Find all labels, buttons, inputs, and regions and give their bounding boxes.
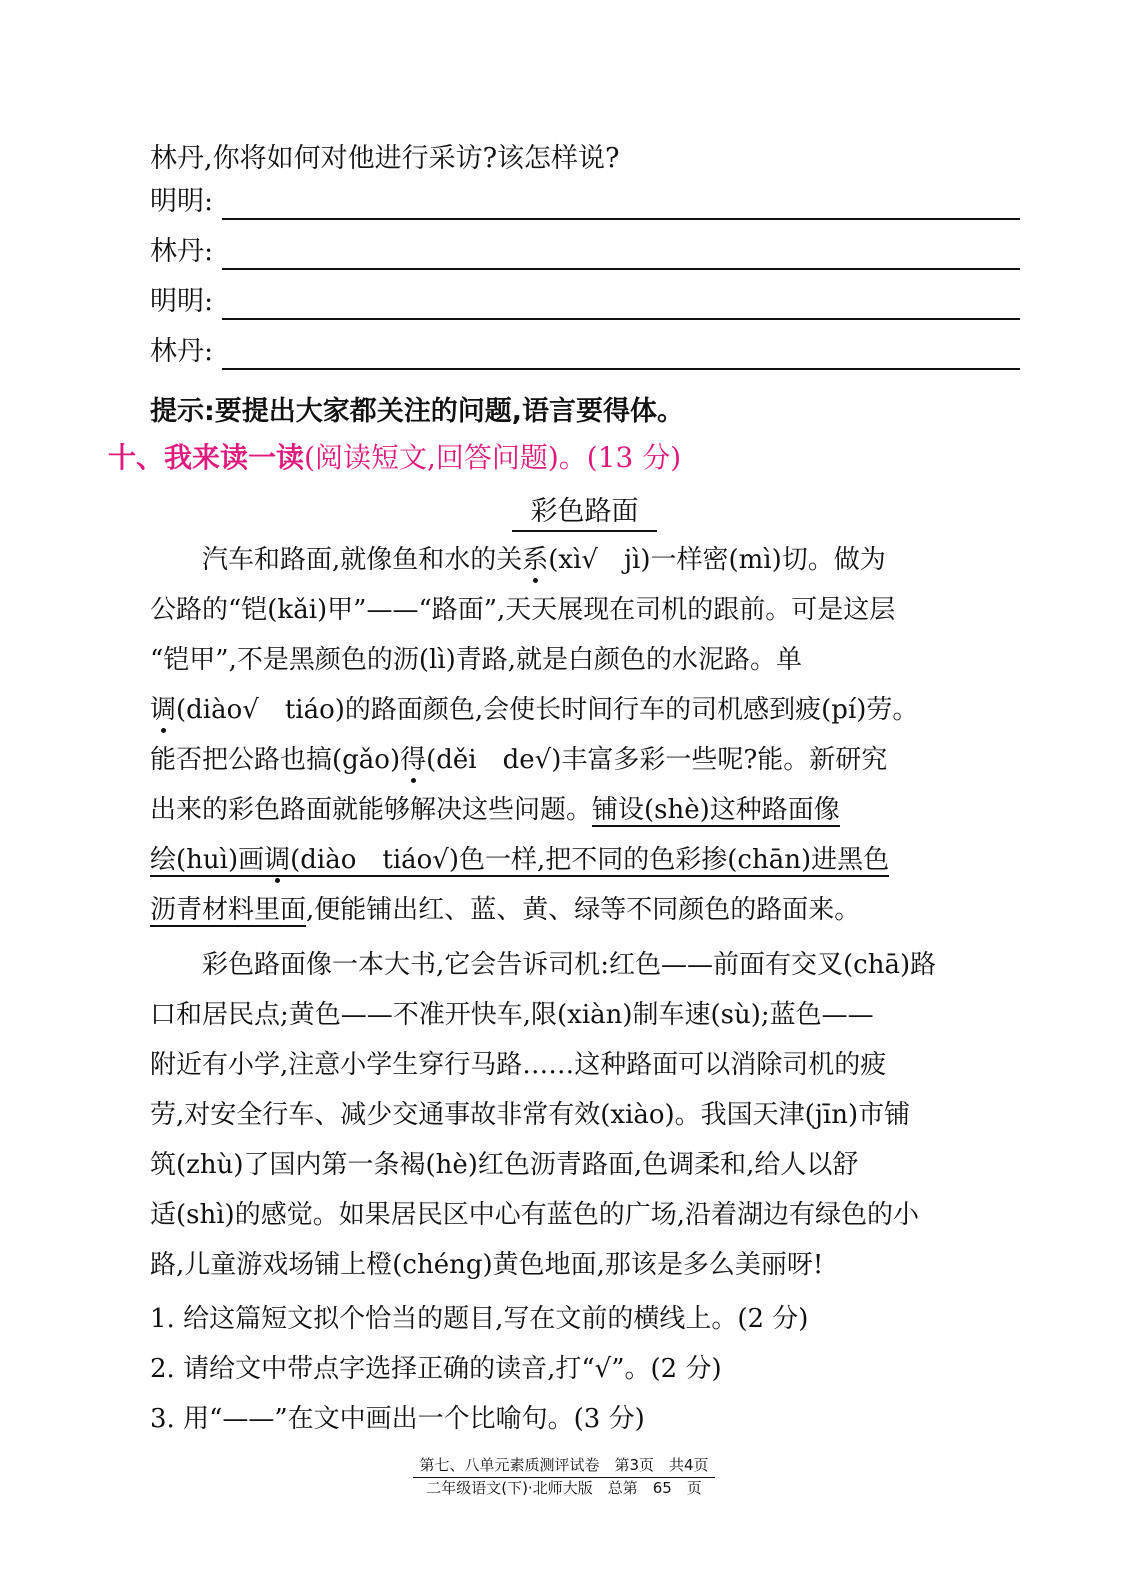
answer-line-2[interactable] xyxy=(150,230,1020,270)
passage-line xyxy=(150,789,1020,826)
answer-line-1[interactable] xyxy=(150,180,1020,220)
passage-line xyxy=(150,689,1020,726)
dotted-char: 调 xyxy=(264,845,291,875)
passage-line: 路,儿童游戏场铺上橙(chéng)黄色地面,那该是多么美丽呀! xyxy=(150,1250,824,1280)
speaker-label: 林丹: xyxy=(150,236,214,267)
answer-rule xyxy=(222,368,1020,370)
passage-text: (děi de√)丰富多彩一些呢?能。新研究 xyxy=(426,745,888,775)
question-1: 1. 给这篇短文拟个恰当的题目,写在文前的横线上。(2 分) xyxy=(150,1304,809,1334)
footer-line-2: 二年级语文(下)·北师大版 总第 65 页 xyxy=(426,1479,702,1497)
speaker-label: 林丹: xyxy=(150,336,214,367)
passage-text: 出来的彩色路面就能够解决这些问题。 xyxy=(150,795,593,825)
passage-line: “铠甲”,不是黑颜色的沥(lì)青路,就是白颜色的水泥路。单 xyxy=(150,645,803,675)
passage-title: 彩色路面 xyxy=(530,496,639,527)
dotted-char: 调 xyxy=(150,695,177,725)
passage-line: 附近有小学,注意小学生穿行马路……这种路面可以消除司机的疲 xyxy=(150,1050,887,1080)
footer-line-1 xyxy=(0,1454,1128,1478)
answer-rule xyxy=(222,218,1020,220)
passage-line xyxy=(150,739,1020,776)
underlined-simile: 绘(huì)画 xyxy=(150,845,265,875)
question-3: 3. 用“——”在文中画出一个比喻句。(3 分) xyxy=(150,1404,645,1434)
hint-text: 提示:要提出大家都关注的问题,语言要得体。 xyxy=(150,396,685,427)
interview-prompt: 林丹,你将如何对他进行采访?该怎样说? xyxy=(150,143,620,174)
passage-line xyxy=(150,889,1020,926)
passage-text: (diào√ tiáo)的路面颜色,会使长时间行车的司机感到疲(pí)劳。 xyxy=(176,695,919,725)
underlined-simile: 沥青材料里面 xyxy=(150,895,307,925)
speaker-label: 明明: xyxy=(150,286,214,317)
passage-line xyxy=(150,839,1020,876)
answer-line-4[interactable] xyxy=(150,330,1020,370)
passage-text: 汽车和路面,就像鱼和水的关 xyxy=(150,545,523,575)
answer-rule xyxy=(222,268,1020,270)
passage-line: 劳,对安全行车、减少交通事故非常有效(xiào)。我国天津(jīn)市铺 xyxy=(150,1100,911,1130)
section-instruction: (阅读短文,回答问题)。(13 分) xyxy=(304,441,682,474)
passage-line xyxy=(150,539,1020,576)
answer-rule xyxy=(222,318,1020,320)
answer-line-3[interactable] xyxy=(150,280,1020,320)
passage-line: 口和居民点;黄色——不准开快车,限(xiàn)制车速(sù);蓝色—— xyxy=(150,1000,874,1030)
passage-title-blank[interactable] xyxy=(512,489,657,532)
passage-line: 适(shì)的感觉。如果居民区中心有蓝色的广场,沿着湖边有绿色的小 xyxy=(150,1200,919,1230)
passage-text: (xì√ jì)一样密(mì)切。做为 xyxy=(548,545,886,575)
passage-line: 公路的“铠(kǎi)甲”——“路面”,天天展现在司机的跟前。可是这层 xyxy=(150,595,896,625)
passage-text: ,便能铺出红、蓝、黄、绿等不同颜色的路面来。 xyxy=(306,895,861,925)
section-heading xyxy=(108,436,681,476)
dotted-char: 得 xyxy=(400,745,427,775)
passage-text: 能否把公路也搞(gǎo) xyxy=(150,745,401,775)
passage-line: 彩色路面像一本大书,它会告诉司机:红色——前面有交叉(chā)路 xyxy=(150,950,937,980)
passage-line: 筑(zhù)了国内第一条褐(hè)红色沥青路面,色调柔和,给人以舒 xyxy=(150,1150,859,1180)
underlined-simile: (diào tiáo√)色一样,把不同的色彩掺(chān)进黑色 xyxy=(290,845,890,875)
question-2: 2. 请给文中带点字选择正确的读音,打“√”。(2 分) xyxy=(150,1354,722,1384)
footer-exam-info: 第七、八单元素质测评试卷 第3页 共4页 xyxy=(413,1454,714,1478)
speaker-label: 明明: xyxy=(150,186,214,217)
underlined-simile: 铺设(shè)这种路面像 xyxy=(592,795,840,825)
dotted-char: 系 xyxy=(522,545,549,575)
section-title: 十、我来读一读 xyxy=(108,441,305,474)
